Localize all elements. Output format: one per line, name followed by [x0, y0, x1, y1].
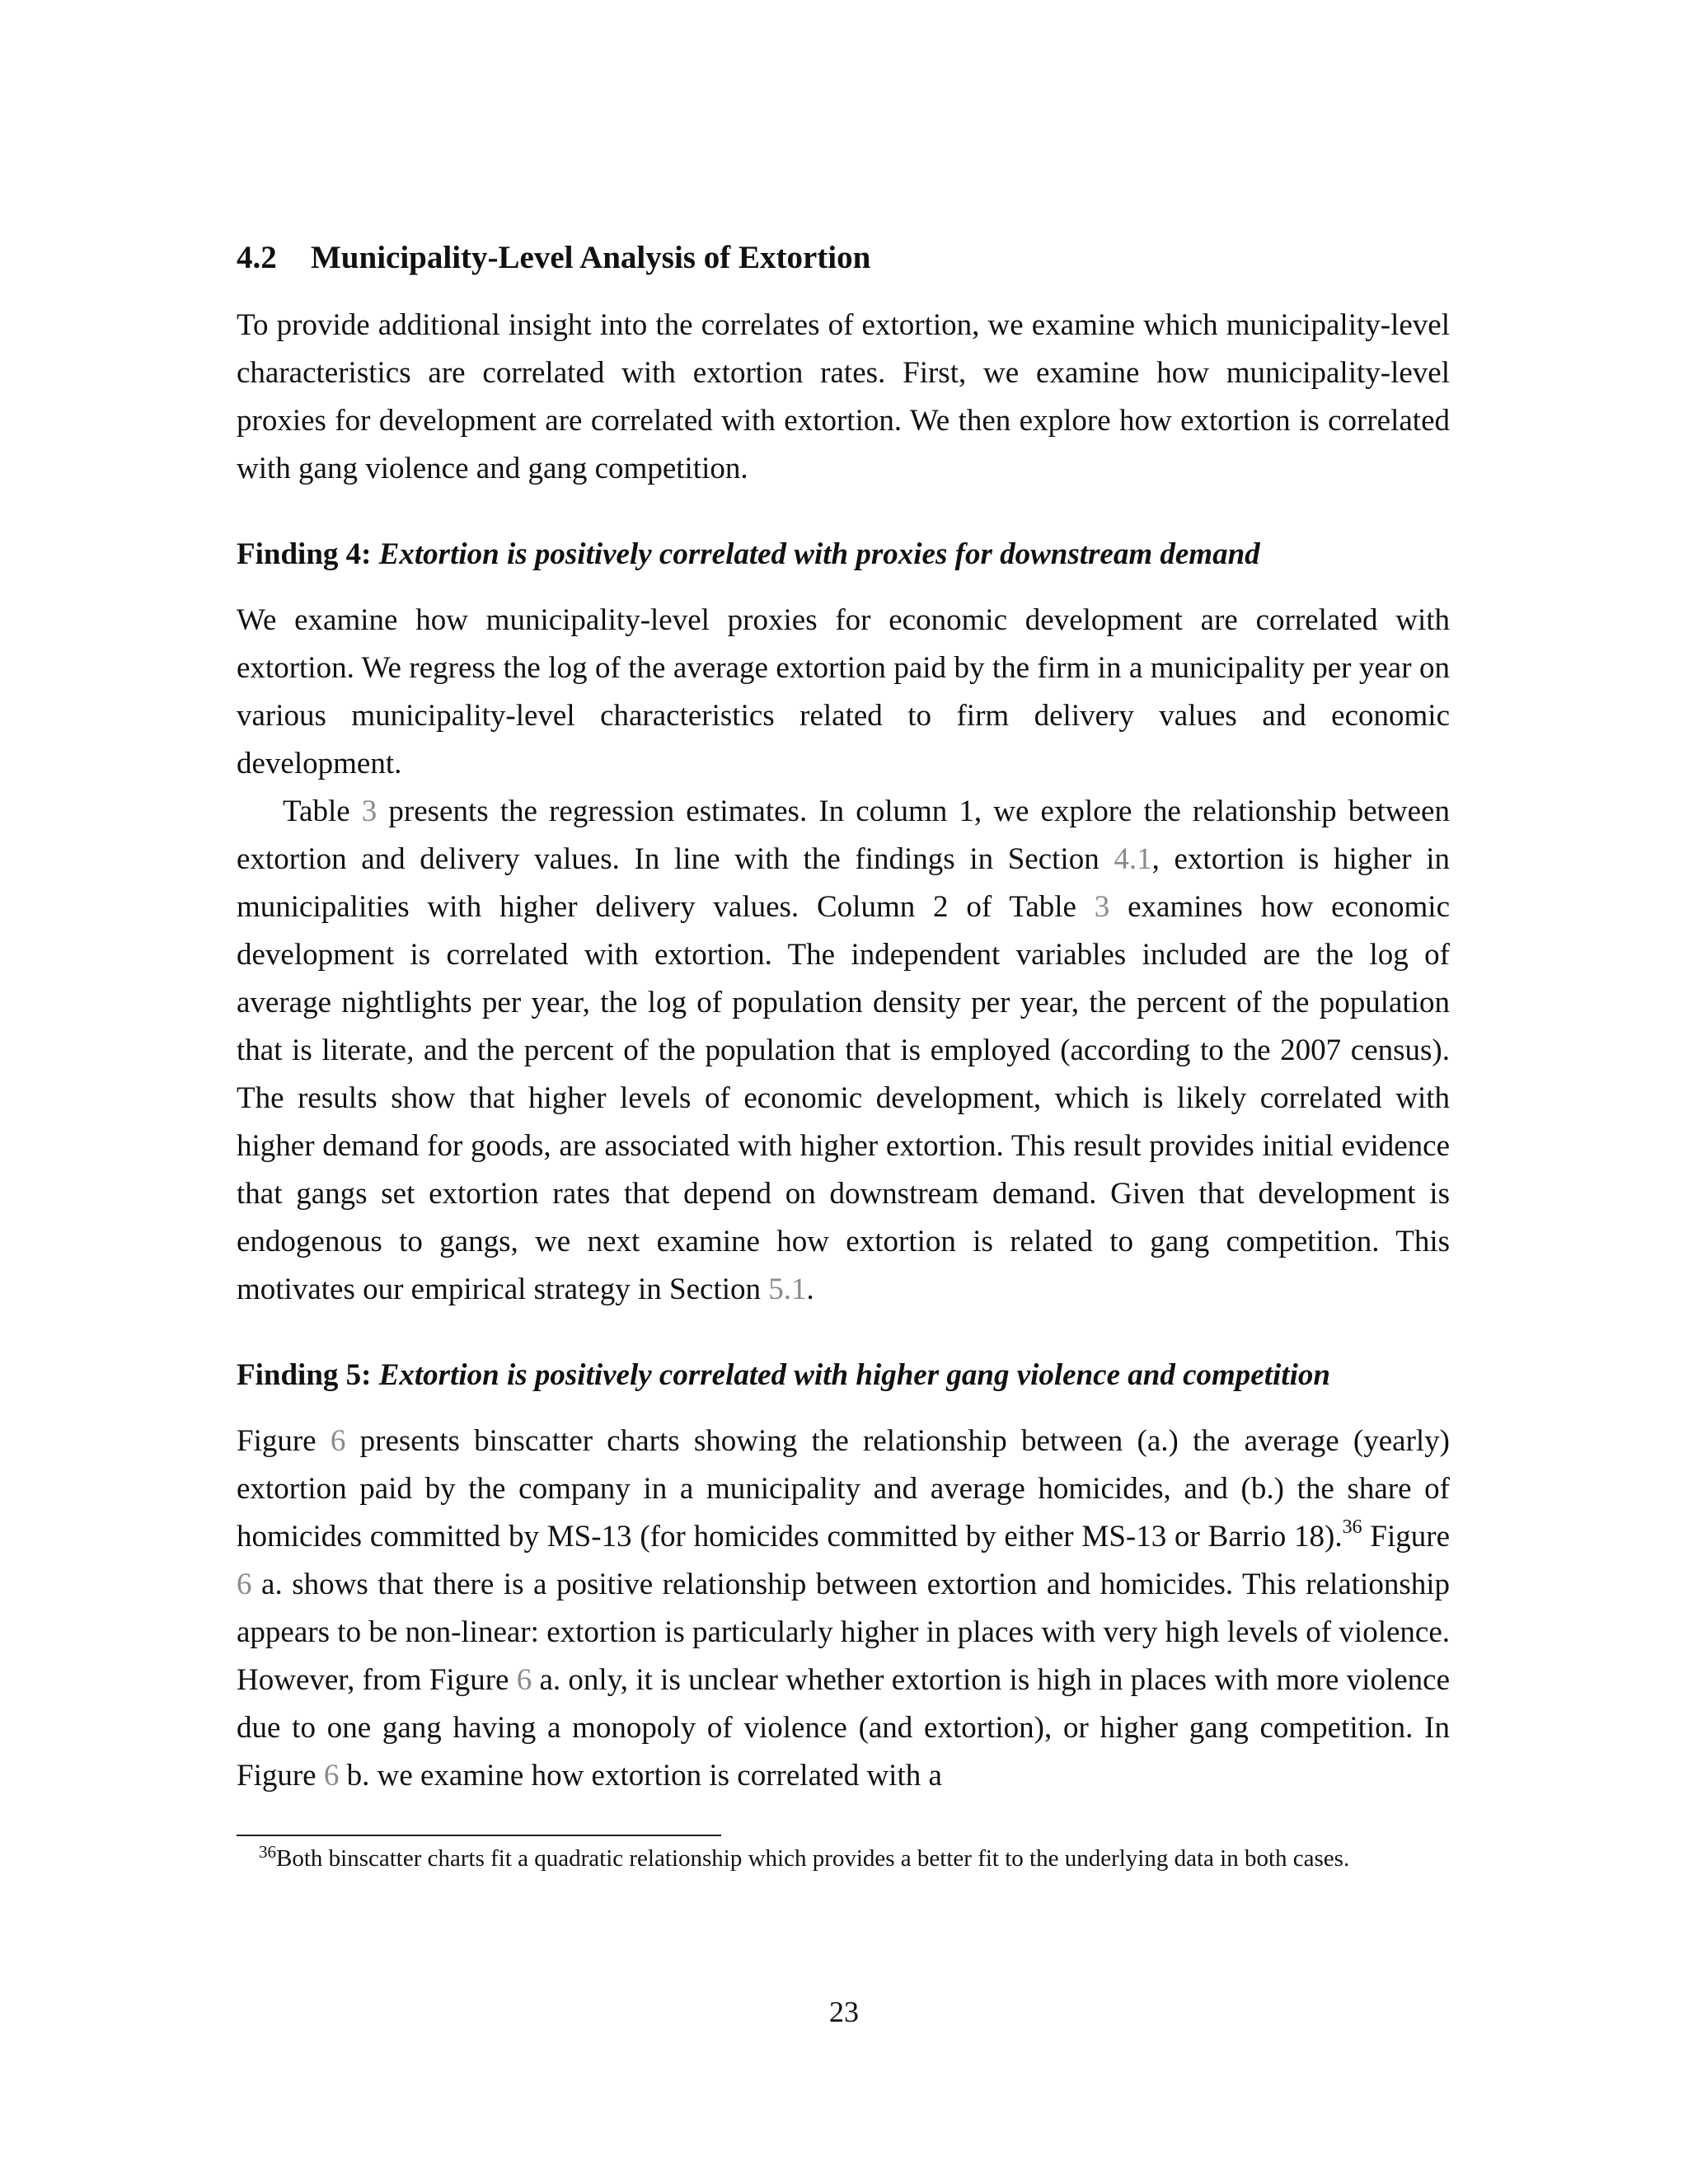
text-run: Figure — [237, 1424, 331, 1458]
text-run: examines how economic development is correlated with extortion. The independent variables included are the log of average nightlights per year, the log of population density per year, the percent of the population that is literate, and the percent of the population that is employed (according to the 2007 census). The results show that higher levels of economic development, which is likely correlated with higher demand for goods, are associated with higher extortion. This result provides initial evidence that gangs set extortion rates that depend on downstream demand. Given that development is endogenous to gangs, we next examine how extortion is related to gang competition. This motivates our empirical strategy in Section — [237, 890, 1450, 1306]
finding-4-paragraph-1: We examine how municipality-level proxies for economic development are correlated with extortion. We regress the log of the average extortion paid by the firm in a municipality per year on various municipality-level characteristics related to firm delivery values and economic development. — [237, 603, 1450, 780]
text-run: , extortion is higher in municipalities with higher delivery values. Column 2 of Table — [237, 842, 1450, 924]
table-ref-link[interactable]: 3 — [361, 794, 377, 828]
paper-page — [237, 239, 1450, 1800]
finding-4-paragraph-2 — [237, 788, 1450, 1314]
text-run: presents the regression estimates. In column 1, we explore the relationship between extortion and delivery values. In line with the findings in Section — [237, 794, 1450, 876]
page-number: 23 — [829, 1995, 859, 2028]
footnote-text: Both binscatter charts fit a quadratic relationship which provides a better fit to the underlying data in both cases. — [276, 1845, 1350, 1872]
figure-ref-link[interactable]: 6 — [323, 1759, 340, 1793]
section-ref-link[interactable]: 4.1 — [1114, 842, 1152, 876]
footnote — [237, 1843, 1450, 1874]
finding-5-heading — [237, 1357, 1450, 1394]
footnote-ref[interactable]: 36 — [1342, 1516, 1362, 1538]
section-title: Municipality-Level Analysis of Extortion — [311, 240, 871, 275]
footnote-rule — [237, 1835, 721, 1836]
footnote-mark: 36 — [259, 1842, 276, 1862]
figure-ref-link[interactable]: 6 — [237, 1568, 252, 1601]
section-ref-link[interactable]: 5.1 — [768, 1272, 807, 1306]
section-number: 4.2 — [237, 240, 277, 275]
text-run: b. we examine how extortion is correlated with a — [339, 1759, 942, 1793]
table-ref-link[interactable]: 3 — [1094, 890, 1110, 924]
section-heading — [237, 239, 1450, 277]
text-run: Table — [283, 794, 362, 828]
text-run: a. only, it is unclear whether extortion is high in places with more violence due to one gang having a monopoly of violence (and extortion), or higher gang competition. In Figure — [237, 1663, 1450, 1793]
text-run: Figure — [1362, 1520, 1450, 1554]
text-run: a. shows that there is a positive relationship between extortion and homicides. This relationship appears to be non-linear: extortion is particularly higher in places with very high levels of violence. However, from Figure — [237, 1568, 1450, 1697]
finding-5-title: Extortion is positively correlated with higher gang violence and competition — [378, 1358, 1330, 1392]
intro-paragraph: To provide additional insight into the correlates of extortion, we examine which municipality-level characteristics are correlated with extortion rates. First, we examine how municipality-level proxies for development are correlated with extortion. We then explore how extortion is correlated with gang violence and gang competition. — [237, 308, 1450, 485]
finding-4-label: Finding 4: — [237, 537, 372, 571]
text-run: . — [806, 1272, 814, 1306]
finding-4-title: Extortion is positively correlated with proxies for downstream demand — [378, 537, 1260, 571]
text-run: presents binscatter charts showing the relationship between (a.) the average (yearly) extortion paid by the company in a municipality and average homicides, and (b.) the share of homicides committed by MS-13 (for homicides committed by either MS-13 or Barrio 18). — [237, 1424, 1450, 1554]
finding-4-heading — [237, 536, 1450, 574]
finding-5-label: Finding 5: — [237, 1358, 372, 1392]
figure-ref-link[interactable]: 6 — [330, 1424, 346, 1458]
finding-5-paragraph-1 — [237, 1418, 1450, 1800]
figure-ref-link[interactable]: 6 — [516, 1663, 532, 1697]
